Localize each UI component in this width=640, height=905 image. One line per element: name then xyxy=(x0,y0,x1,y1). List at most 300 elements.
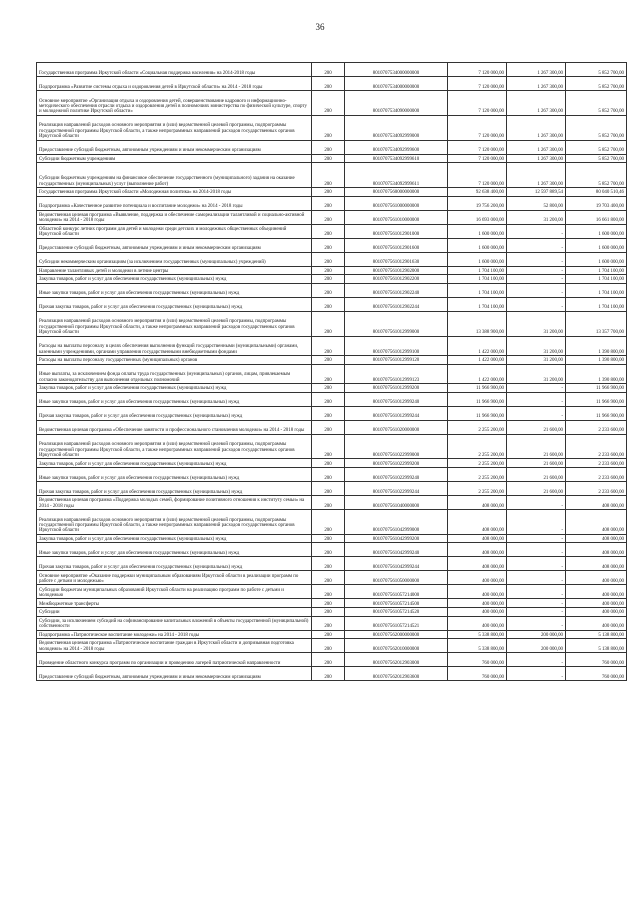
row-amount-assigned: 408 000,00 xyxy=(448,543,507,557)
row-amount-remaining: 2 233 600,00 xyxy=(566,459,627,468)
row-amount-remaining: 400 000,00 xyxy=(566,571,627,585)
row-amount-assigned: 11 966 900,00 xyxy=(448,392,507,406)
row-description: Прочая закупка товаров, работ и услуг для обеспечения государственных (муниципальных) нужд xyxy=(37,406,312,420)
row-amount-remaining: 760 000,00 xyxy=(566,667,627,681)
row-classification-code: 8010707562012903600 xyxy=(345,667,448,681)
row-amount-remaining: 400 000,00 xyxy=(566,599,627,608)
row-admin-code: 200 xyxy=(312,599,345,608)
row-admin-code: 200 xyxy=(312,238,345,252)
row-admin-code: 200 xyxy=(312,224,345,238)
row-description: Межбюджетные трансферты xyxy=(37,599,312,608)
row-amount-executed: 12 597 889,54 xyxy=(507,187,566,196)
row-classification-code: 8010707561012901630 xyxy=(345,252,448,266)
row-classification-code: 8010707561057214500 xyxy=(345,599,448,608)
row-amount-remaining: 5 852 700,00 xyxy=(566,163,627,188)
row-description: Закупка товаров, работ и услуг для обеспечения государственных (муниципальных) нужд xyxy=(37,383,312,392)
row-amount-executed: 1 267 300,00 xyxy=(507,115,566,140)
row-admin-code: 200 xyxy=(312,420,345,434)
row-description: Государственная программа Иркутской области «Молодежная политика» на 2014-2018 годы xyxy=(37,187,312,196)
row-classification-code: 8010707561057214000 xyxy=(345,585,448,599)
row-description: Предоставление субсидий бюджетным, автономным учреждениям и иным некоммерческим организациям xyxy=(37,140,312,154)
row-amount-assigned: 92 638 400,00 xyxy=(448,187,507,196)
row-description: Основное мероприятие «Оказание поддержки муниципальным образованиям Иркутской области в реализации программ по работе с детьми и молодежью» xyxy=(37,571,312,585)
row-amount-executed: - xyxy=(507,275,566,284)
row-amount-remaining: 408 000,00 xyxy=(566,543,627,557)
row-description: Субсидии бюджетам муниципальных образований Иркутской области на реализацию программ по работе с детьми и молодежью xyxy=(37,585,312,599)
row-amount-remaining: 760 000,00 xyxy=(566,653,627,667)
row-admin-code: 200 xyxy=(312,467,345,481)
row-amount-assigned: 2 255 200,00 xyxy=(448,434,507,459)
row-classification-code: 8010707561042999200 xyxy=(345,534,448,543)
row-amount-executed: 1 267 300,00 xyxy=(507,63,566,77)
row-amount-remaining: 400 000,00 xyxy=(566,585,627,599)
row-amount-assigned: 1 422 000,00 xyxy=(448,355,507,364)
row-admin-code: 200 xyxy=(312,383,345,392)
row-amount-remaining: 5 138 800,00 xyxy=(566,630,627,639)
row-admin-code: 200 xyxy=(312,196,345,210)
row-amount-executed: - xyxy=(507,283,566,297)
row-classification-code: 8010707561012901600 xyxy=(345,238,448,252)
row-description: Расходы на выплаты персоналу государственных (муниципальных) органов xyxy=(37,355,312,364)
row-admin-code: 200 xyxy=(312,77,345,91)
row-classification-code: 8010707561012999200 xyxy=(345,383,448,392)
row-amount-executed: 1 267 300,00 xyxy=(507,163,566,188)
table-row xyxy=(37,434,627,459)
table-row xyxy=(37,311,627,336)
row-amount-executed: 21 600,00 xyxy=(507,467,566,481)
row-classification-code: 8010707561022999200 xyxy=(345,459,448,468)
row-classification-code: 8010707561000000000 xyxy=(345,196,448,210)
table-row xyxy=(37,187,627,196)
table-row xyxy=(37,196,627,210)
row-description: Областной конкурс летних программ для детей и молодежи среди детских и молодежных общественных объединений Иркутской области xyxy=(37,224,312,238)
row-amount-remaining: 408 000,00 xyxy=(566,509,627,534)
table-row xyxy=(37,364,627,383)
row-amount-assigned: 19 756 200,00 xyxy=(448,196,507,210)
row-amount-remaining: 408 000,00 xyxy=(566,557,627,571)
row-amount-assigned: 7 120 000,00 xyxy=(448,77,507,91)
row-amount-assigned: 760 000,00 xyxy=(448,653,507,667)
row-classification-code: 8010707562000000000 xyxy=(345,630,448,639)
row-description: Закупка товаров, работ и услуг для обеспечения государственных (муниципальных) нужд xyxy=(37,275,312,284)
row-amount-executed: - xyxy=(507,543,566,557)
table-row xyxy=(37,283,627,297)
row-admin-code: 200 xyxy=(312,459,345,468)
row-amount-executed: - xyxy=(507,406,566,420)
row-description: Иные закупки товаров, работ и услуг для обеспечения государственных (муниципальных) нужд xyxy=(37,543,312,557)
table-row xyxy=(37,653,627,667)
row-classification-code: 8010707561040000000 xyxy=(345,495,448,509)
row-admin-code: 200 xyxy=(312,163,345,188)
table-row xyxy=(37,91,627,116)
row-amount-assigned: 1 422 000,00 xyxy=(448,336,507,355)
row-description: Ведомственная целевая программа «Выявление, поддержка и обеспечение самореализации талантливой и социально-активной молодежи» на 2014 - 2018 годы xyxy=(37,210,312,224)
table-row xyxy=(37,115,627,140)
table-row xyxy=(37,355,627,364)
row-admin-code: 200 xyxy=(312,364,345,383)
row-amount-executed: - xyxy=(507,266,566,275)
row-classification-code: 8010707561012999244 xyxy=(345,406,448,420)
table-row xyxy=(37,77,627,91)
row-amount-executed: 52 800,00 xyxy=(507,196,566,210)
row-amount-remaining: 408 000,00 xyxy=(566,534,627,543)
row-description: Реализация направлений расходов основного мероприятия и (или) ведомственной целевой программы, подпрограммы государственной программы Иркутской области, а также непрограммных направлений расходов государственных органов Иркутской области xyxy=(37,434,312,459)
row-description: Подпрограмма «Патриотическое воспитание молодежи» на 2014 - 2018 годы xyxy=(37,630,312,639)
row-amount-remaining: 2 233 600,00 xyxy=(566,467,627,481)
row-amount-remaining: 408 000,00 xyxy=(566,495,627,509)
row-amount-assigned: 2 255 200,00 xyxy=(448,467,507,481)
row-admin-code: 200 xyxy=(312,481,345,495)
row-classification-code: 8010707561020000000 xyxy=(345,420,448,434)
row-amount-assigned: 1 600 000,00 xyxy=(448,252,507,266)
row-amount-assigned: 1 704 100,00 xyxy=(448,297,507,311)
table-row xyxy=(37,599,627,608)
table-row xyxy=(37,481,627,495)
row-admin-code: 200 xyxy=(312,534,345,543)
row-description: Реализация направлений расходов основного мероприятия и (или) ведомственной целевой программы, подпрограммы государственной программы Иркутской области, а также непрограммных направлений расходов государственных органов Иркутской области xyxy=(37,509,312,534)
row-amount-executed: - xyxy=(507,534,566,543)
row-classification-code: 8010707561012902000 xyxy=(345,266,448,275)
row-description: Иные выплаты, за исключением фонда оплаты труда государственных (муниципальных) органов, лицам, привлекаемым согласно законодательству для выполнения отдельных полномочий xyxy=(37,364,312,383)
row-admin-code: 200 xyxy=(312,63,345,77)
row-description: Прочая закупка товаров, работ и услуг для обеспечения государственных (муниципальных) нужд xyxy=(37,557,312,571)
row-description: Ведомственная целевая программа «Поддержка молодых семей, формирование позитивного отношения к институту семьи» на 2014 - 2018 годы xyxy=(37,495,312,509)
row-amount-assigned: 2 255 200,00 xyxy=(448,459,507,468)
row-amount-executed: 21 600,00 xyxy=(507,459,566,468)
row-amount-executed: 21 600,00 xyxy=(507,481,566,495)
row-admin-code: 200 xyxy=(312,355,345,364)
row-admin-code: 200 xyxy=(312,252,345,266)
row-admin-code: 200 xyxy=(312,154,345,163)
row-classification-code: 8010707561022999244 xyxy=(345,481,448,495)
table-row xyxy=(37,406,627,420)
row-admin-code: 200 xyxy=(312,283,345,297)
row-admin-code: 200 xyxy=(312,392,345,406)
row-amount-executed: - xyxy=(507,571,566,585)
row-amount-executed: - xyxy=(507,607,566,616)
table-row xyxy=(37,420,627,434)
row-amount-executed: 31 200,00 xyxy=(507,364,566,383)
row-amount-assigned: 16 693 000,00 xyxy=(448,210,507,224)
row-amount-executed: - xyxy=(507,667,566,681)
budget-table xyxy=(36,62,627,681)
row-amount-executed: 200 000,00 xyxy=(507,630,566,639)
table-row xyxy=(37,639,627,653)
table-row xyxy=(37,297,627,311)
row-description: Субсидии бюджетным учреждениям xyxy=(37,154,312,163)
row-amount-remaining: 5 852 700,00 xyxy=(566,154,627,163)
row-amount-remaining: 11 966 900,00 xyxy=(566,406,627,420)
table-row xyxy=(37,509,627,534)
row-classification-code: 8010707534090000000 xyxy=(345,91,448,116)
row-amount-executed: - xyxy=(507,653,566,667)
row-amount-remaining: 1 390 800,00 xyxy=(566,336,627,355)
table-row xyxy=(37,163,627,188)
row-amount-executed: 21 600,00 xyxy=(507,420,566,434)
table-row xyxy=(37,630,627,639)
row-classification-code: 8010707561012902240 xyxy=(345,283,448,297)
row-description: Основное мероприятие «Организация отдыха и оздоровления детей, совершенствование кадрового и информационно-методического обеспечения отрасли отдыха и оздоровления детей в полномочиях министерства по физической культуре, спорту и молодежной политике Иркутской области» xyxy=(37,91,312,116)
row-amount-executed: - xyxy=(507,297,566,311)
row-classification-code: 8010707561012902244 xyxy=(345,297,448,311)
row-admin-code: 200 xyxy=(312,585,345,599)
row-admin-code: 200 xyxy=(312,557,345,571)
row-amount-assigned: 1 704 100,00 xyxy=(448,283,507,297)
row-description: Закупка товаров, работ и услуг для обеспечения государственных (муниципальных) нужд xyxy=(37,459,312,468)
row-description: Иные закупки товаров, работ и услуг для обеспечения государственных (муниципальных) нужд xyxy=(37,283,312,297)
row-admin-code: 200 xyxy=(312,434,345,459)
row-description: Расходы на выплаты персоналу в целях обеспечения выполнения функций государственными (муниципальными) органами, казенными учреждениями, органами управления государственными внебюджетными фондами xyxy=(37,336,312,355)
row-amount-remaining: 1 704 100,00 xyxy=(566,297,627,311)
row-amount-executed: 1 267 300,00 xyxy=(507,154,566,163)
row-classification-code: 8010707534092999611 xyxy=(345,163,448,188)
row-description: Субсидии, за исключением субсидий на софинансирование капитальных вложений в объекты государственной (муниципальной) собственности xyxy=(37,616,312,630)
row-amount-executed: 1 267 300,00 xyxy=(507,77,566,91)
row-description: Прочая закупка товаров, работ и услуг для обеспечения государственных (муниципальных) нужд xyxy=(37,481,312,495)
table-row xyxy=(37,383,627,392)
row-amount-executed: 31 200,00 xyxy=(507,210,566,224)
table-row xyxy=(37,459,627,468)
table-row xyxy=(37,224,627,238)
row-amount-remaining: 2 233 600,00 xyxy=(566,434,627,459)
row-description: Предоставление субсидий бюджетным, автономным учреждениям и иным некоммерческим организациям xyxy=(37,667,312,681)
table-row xyxy=(37,585,627,599)
table-row xyxy=(37,63,627,77)
row-classification-code: 8010707561042999000 xyxy=(345,509,448,534)
row-amount-assigned: 5 338 800,00 xyxy=(448,639,507,653)
table-row xyxy=(37,607,627,616)
row-admin-code: 200 xyxy=(312,297,345,311)
row-amount-assigned: 400 000,00 xyxy=(448,585,507,599)
row-amount-remaining: 1 390 800,00 xyxy=(566,364,627,383)
row-amount-assigned: 408 000,00 xyxy=(448,495,507,509)
row-amount-executed: - xyxy=(507,238,566,252)
row-amount-remaining: 1 390 800,00 xyxy=(566,355,627,364)
row-classification-code: 8010707562012903000 xyxy=(345,653,448,667)
row-amount-remaining: 1 600 000,00 xyxy=(566,224,627,238)
row-description: Предоставление субсидий бюджетным, автономным учреждениям и иным некоммерческим организациям xyxy=(37,238,312,252)
row-amount-executed: - xyxy=(507,383,566,392)
row-description: Проведение областного конкурса программ по организации и проведению лагерей патриотической направленности xyxy=(37,653,312,667)
row-amount-assigned: 7 120 000,00 xyxy=(448,163,507,188)
table-row xyxy=(37,543,627,557)
table-row xyxy=(37,616,627,630)
row-amount-assigned: 5 338 800,00 xyxy=(448,630,507,639)
row-amount-remaining: 5 852 700,00 xyxy=(566,115,627,140)
row-classification-code: 8010707561050000000 xyxy=(345,571,448,585)
table-row xyxy=(37,557,627,571)
table-row xyxy=(37,266,627,275)
row-amount-assigned: 408 000,00 xyxy=(448,534,507,543)
row-amount-assigned: 7 120 000,00 xyxy=(448,115,507,140)
row-description: Направление талантливых детей и молодежи в летние центры xyxy=(37,266,312,275)
row-amount-remaining: 5 138 800,00 xyxy=(566,639,627,653)
row-classification-code: 8010707534000000000 xyxy=(345,77,448,91)
row-amount-executed: 31 200,00 xyxy=(507,311,566,336)
table-row xyxy=(37,571,627,585)
row-description: Прочая закупка товаров, работ и услуг для обеспечения государственных (муниципальных) нужд xyxy=(37,297,312,311)
table-row xyxy=(37,667,627,681)
row-classification-code: 8010707561012902200 xyxy=(345,275,448,284)
row-classification-code: 8010707561057214521 xyxy=(345,616,448,630)
row-description: Иные закупки товаров, работ и услуг для обеспечения государственных (муниципальных) нужд xyxy=(37,392,312,406)
table-row xyxy=(37,392,627,406)
row-amount-assigned: 7 120 000,00 xyxy=(448,154,507,163)
row-description: Субсидии некоммерческим организациям (за исключением государственных (муниципальных) учреждений) xyxy=(37,252,312,266)
row-amount-remaining: 5 852 700,00 xyxy=(566,91,627,116)
row-description: Государственная программа Иркутской области «Социальная поддержка населения» на 2014-2018 годы xyxy=(37,63,312,77)
row-admin-code: 200 xyxy=(312,667,345,681)
table-row xyxy=(37,336,627,355)
row-classification-code: 8010707534092999600 xyxy=(345,140,448,154)
row-amount-assigned: 7 120 000,00 xyxy=(448,91,507,116)
row-description: Реализация направлений расходов основного мероприятия и (или) ведомственной целевой программы, подпрограммы государственной программы Иркутской области, а также непрограммных направлений расходов государственных органов Иркутской области xyxy=(37,115,312,140)
row-classification-code: 8010707534092999000 xyxy=(345,115,448,140)
row-amount-assigned: 7 120 000,00 xyxy=(448,63,507,77)
table-row xyxy=(37,534,627,543)
row-amount-assigned: 408 000,00 xyxy=(448,557,507,571)
row-classification-code: 8010707561022999240 xyxy=(345,467,448,481)
row-admin-code: 200 xyxy=(312,91,345,116)
row-amount-executed: - xyxy=(507,509,566,534)
row-amount-executed: - xyxy=(507,224,566,238)
row-classification-code: 8010707561042999244 xyxy=(345,557,448,571)
row-amount-executed: - xyxy=(507,616,566,630)
row-admin-code: 200 xyxy=(312,630,345,639)
row-amount-executed: 21 600,00 xyxy=(507,434,566,459)
row-amount-executed: 200 000,00 xyxy=(507,639,566,653)
row-description: Ведомственная целевая программа «Патриотическое воспитание граждан в Иркутской области и допризывная подготовка молодежи» на 2014 - 2018 годы xyxy=(37,639,312,653)
row-amount-remaining: 1 600 000,00 xyxy=(566,238,627,252)
row-description: Подпрограмма «Развитие системы отдыха и оздоровления детей в Иркутской области» на 2014 - 2018 годы xyxy=(37,77,312,91)
row-admin-code: 200 xyxy=(312,336,345,355)
row-amount-assigned: 2 255 200,00 xyxy=(448,420,507,434)
row-amount-assigned: 1 704 100,00 xyxy=(448,266,507,275)
row-admin-code: 200 xyxy=(312,571,345,585)
row-admin-code: 200 xyxy=(312,543,345,557)
row-classification-code: 8010707561012999000 xyxy=(345,311,448,336)
row-description: Реализация направлений расходов основного мероприятия и (или) ведомственной целевой программы, подпрограммы государственной программы Иркутской области, а также непрограммных направлений расходов государственных органов Иркутской области xyxy=(37,311,312,336)
row-admin-code: 200 xyxy=(312,509,345,534)
row-amount-executed: - xyxy=(507,252,566,266)
table-row xyxy=(37,140,627,154)
row-description: Ведомственная целевая программа «Обеспечение занятости и профессионального становления молодежи» на 2014 - 2018 годы xyxy=(37,420,312,434)
row-amount-remaining: 5 852 700,00 xyxy=(566,77,627,91)
row-admin-code: 200 xyxy=(312,311,345,336)
row-classification-code: 8010707561012999120 xyxy=(345,355,448,364)
row-amount-executed: 31 200,00 xyxy=(507,336,566,355)
row-admin-code: 200 xyxy=(312,140,345,154)
row-amount-remaining: 11 966 900,00 xyxy=(566,383,627,392)
row-amount-assigned: 11 966 900,00 xyxy=(448,383,507,392)
row-classification-code: 8010707561022999000 xyxy=(345,434,448,459)
row-classification-code: 8010707534092999610 xyxy=(345,154,448,163)
row-amount-assigned: 400 000,00 xyxy=(448,616,507,630)
row-amount-assigned: 760 000,00 xyxy=(448,667,507,681)
table-row xyxy=(37,210,627,224)
row-classification-code: 8010707561012999100 xyxy=(345,336,448,355)
row-amount-remaining: 13 357 700,00 xyxy=(566,311,627,336)
page-number: 36 xyxy=(315,22,325,32)
row-amount-assigned: 400 000,00 xyxy=(448,571,507,585)
row-classification-code: 8010707561012999123 xyxy=(345,364,448,383)
row-amount-executed: - xyxy=(507,557,566,571)
row-amount-executed: 31 200,00 xyxy=(507,355,566,364)
row-amount-remaining: 19 703 400,00 xyxy=(566,196,627,210)
row-admin-code: 200 xyxy=(312,607,345,616)
row-admin-code: 200 xyxy=(312,616,345,630)
row-description: Субсидии xyxy=(37,607,312,616)
row-description: Подпрограмма «Качественное развитие потенциала и воспитание молодежи» на 2014 - 2018 годы xyxy=(37,196,312,210)
row-amount-executed: 1 267 300,00 xyxy=(507,91,566,116)
row-classification-code: 8010707561057214520 xyxy=(345,607,448,616)
row-admin-code: 200 xyxy=(312,115,345,140)
row-admin-code: 200 xyxy=(312,406,345,420)
row-amount-assigned: 1 704 100,00 xyxy=(448,275,507,284)
row-amount-remaining: 5 852 700,00 xyxy=(566,140,627,154)
row-amount-remaining: 2 233 600,00 xyxy=(566,420,627,434)
row-description: Закупка товаров, работ и услуг для обеспечения государственных (муниципальных) нужд xyxy=(37,534,312,543)
row-amount-remaining: 2 233 600,00 xyxy=(566,481,627,495)
row-amount-executed: 1 267 300,00 xyxy=(507,140,566,154)
row-classification-code: 8010707534000000000 xyxy=(345,63,448,77)
row-amount-assigned: 408 000,00 xyxy=(448,509,507,534)
row-amount-executed: - xyxy=(507,599,566,608)
table-row xyxy=(37,238,627,252)
row-amount-remaining: 1 600 000,00 xyxy=(566,252,627,266)
row-admin-code: 200 xyxy=(312,653,345,667)
table-row xyxy=(37,275,627,284)
row-admin-code: 200 xyxy=(312,275,345,284)
row-amount-assigned: 400 000,00 xyxy=(448,599,507,608)
row-amount-remaining: 5 852 700,00 xyxy=(566,63,627,77)
row-classification-code: 8010707562010000000 xyxy=(345,639,448,653)
row-admin-code: 200 xyxy=(312,495,345,509)
row-amount-remaining: 11 966 900,00 xyxy=(566,392,627,406)
row-admin-code: 200 xyxy=(312,266,345,275)
row-amount-assigned: 2 255 200,00 xyxy=(448,481,507,495)
row-amount-remaining: 400 000,00 xyxy=(566,616,627,630)
row-amount-assigned: 400 000,00 xyxy=(448,607,507,616)
row-amount-executed: - xyxy=(507,392,566,406)
row-amount-executed: - xyxy=(507,495,566,509)
row-amount-assigned: 7 120 000,00 xyxy=(448,140,507,154)
row-admin-code: 200 xyxy=(312,639,345,653)
row-amount-assigned: 1 600 000,00 xyxy=(448,238,507,252)
table-row xyxy=(37,252,627,266)
row-amount-assigned: 11 966 900,00 xyxy=(448,406,507,420)
row-description: Иные закупки товаров, работ и услуг для обеспечения государственных (муниципальных) нужд xyxy=(37,467,312,481)
row-classification-code: 8010707561042999240 xyxy=(345,543,448,557)
row-classification-code: 8010707561012999240 xyxy=(345,392,448,406)
table-row xyxy=(37,154,627,163)
row-classification-code: 8010707561010000000 xyxy=(345,210,448,224)
row-amount-assigned: 1 422 000,00 xyxy=(448,364,507,383)
row-description: Субсидии бюджетным учреждениям на финансовое обеспечение государственного (муниципального) задания на оказание государственных (муниципальных) услуг (выполнение работ) xyxy=(37,163,312,188)
row-amount-remaining: 1 704 100,00 xyxy=(566,266,627,275)
row-classification-code: 8010707560000000000 xyxy=(345,187,448,196)
table-row xyxy=(37,495,627,509)
row-amount-remaining: 80 040 510,46 xyxy=(566,187,627,196)
row-amount-executed: - xyxy=(507,585,566,599)
row-amount-remaining: 400 000,00 xyxy=(566,607,627,616)
row-amount-remaining: 16 661 800,00 xyxy=(566,210,627,224)
table-row xyxy=(37,467,627,481)
row-admin-code: 200 xyxy=(312,210,345,224)
row-admin-code: 200 xyxy=(312,187,345,196)
row-amount-assigned: 13 388 900,00 xyxy=(448,311,507,336)
row-amount-remaining: 1 704 100,00 xyxy=(566,283,627,297)
